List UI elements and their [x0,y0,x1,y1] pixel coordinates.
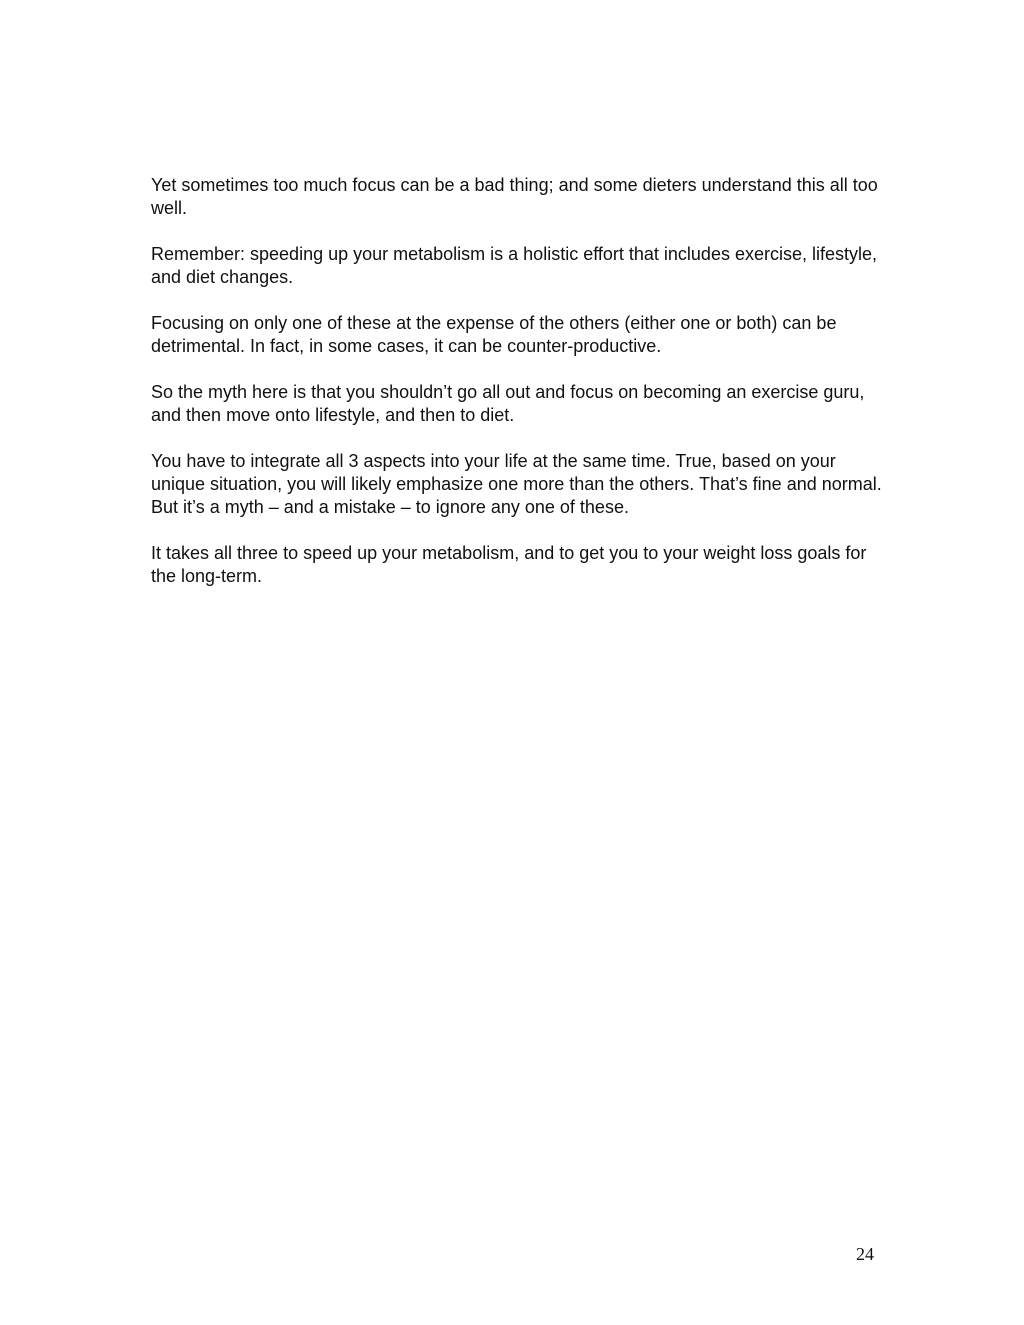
body-text [151,174,886,611]
paragraph-3: Focusing on only one of these at the expense of the others (either one or both) can be detrimental. In fact, in some cases, it can be counter-productive. [151,313,837,356]
paragraph-4: So the myth here is that you shouldn’t go all out and focus on becoming an exercise guru, and then move onto lifestyle, and then to diet. [151,382,865,425]
paragraph-6: It takes all three to speed up your metabolism, and to get you to your weight loss goals for the long-term. [151,543,867,586]
paragraph-5: You have to integrate all 3 aspects into your life at the same time. True, based on your unique situation, you will likely emphasize one more than the others. That’s fine and normal. But it’s a myth – and a mistake – to ignore any one of these. [151,451,882,517]
page-number: 24 [856,1244,874,1264]
paragraph-1: Yet sometimes too much focus can be a bad thing; and some dieters understand this all too well. [151,175,878,218]
paragraph-2: Remember: speeding up your metabolism is a holistic effort that includes exercise, lifestyle, and diet changes. [151,244,878,287]
